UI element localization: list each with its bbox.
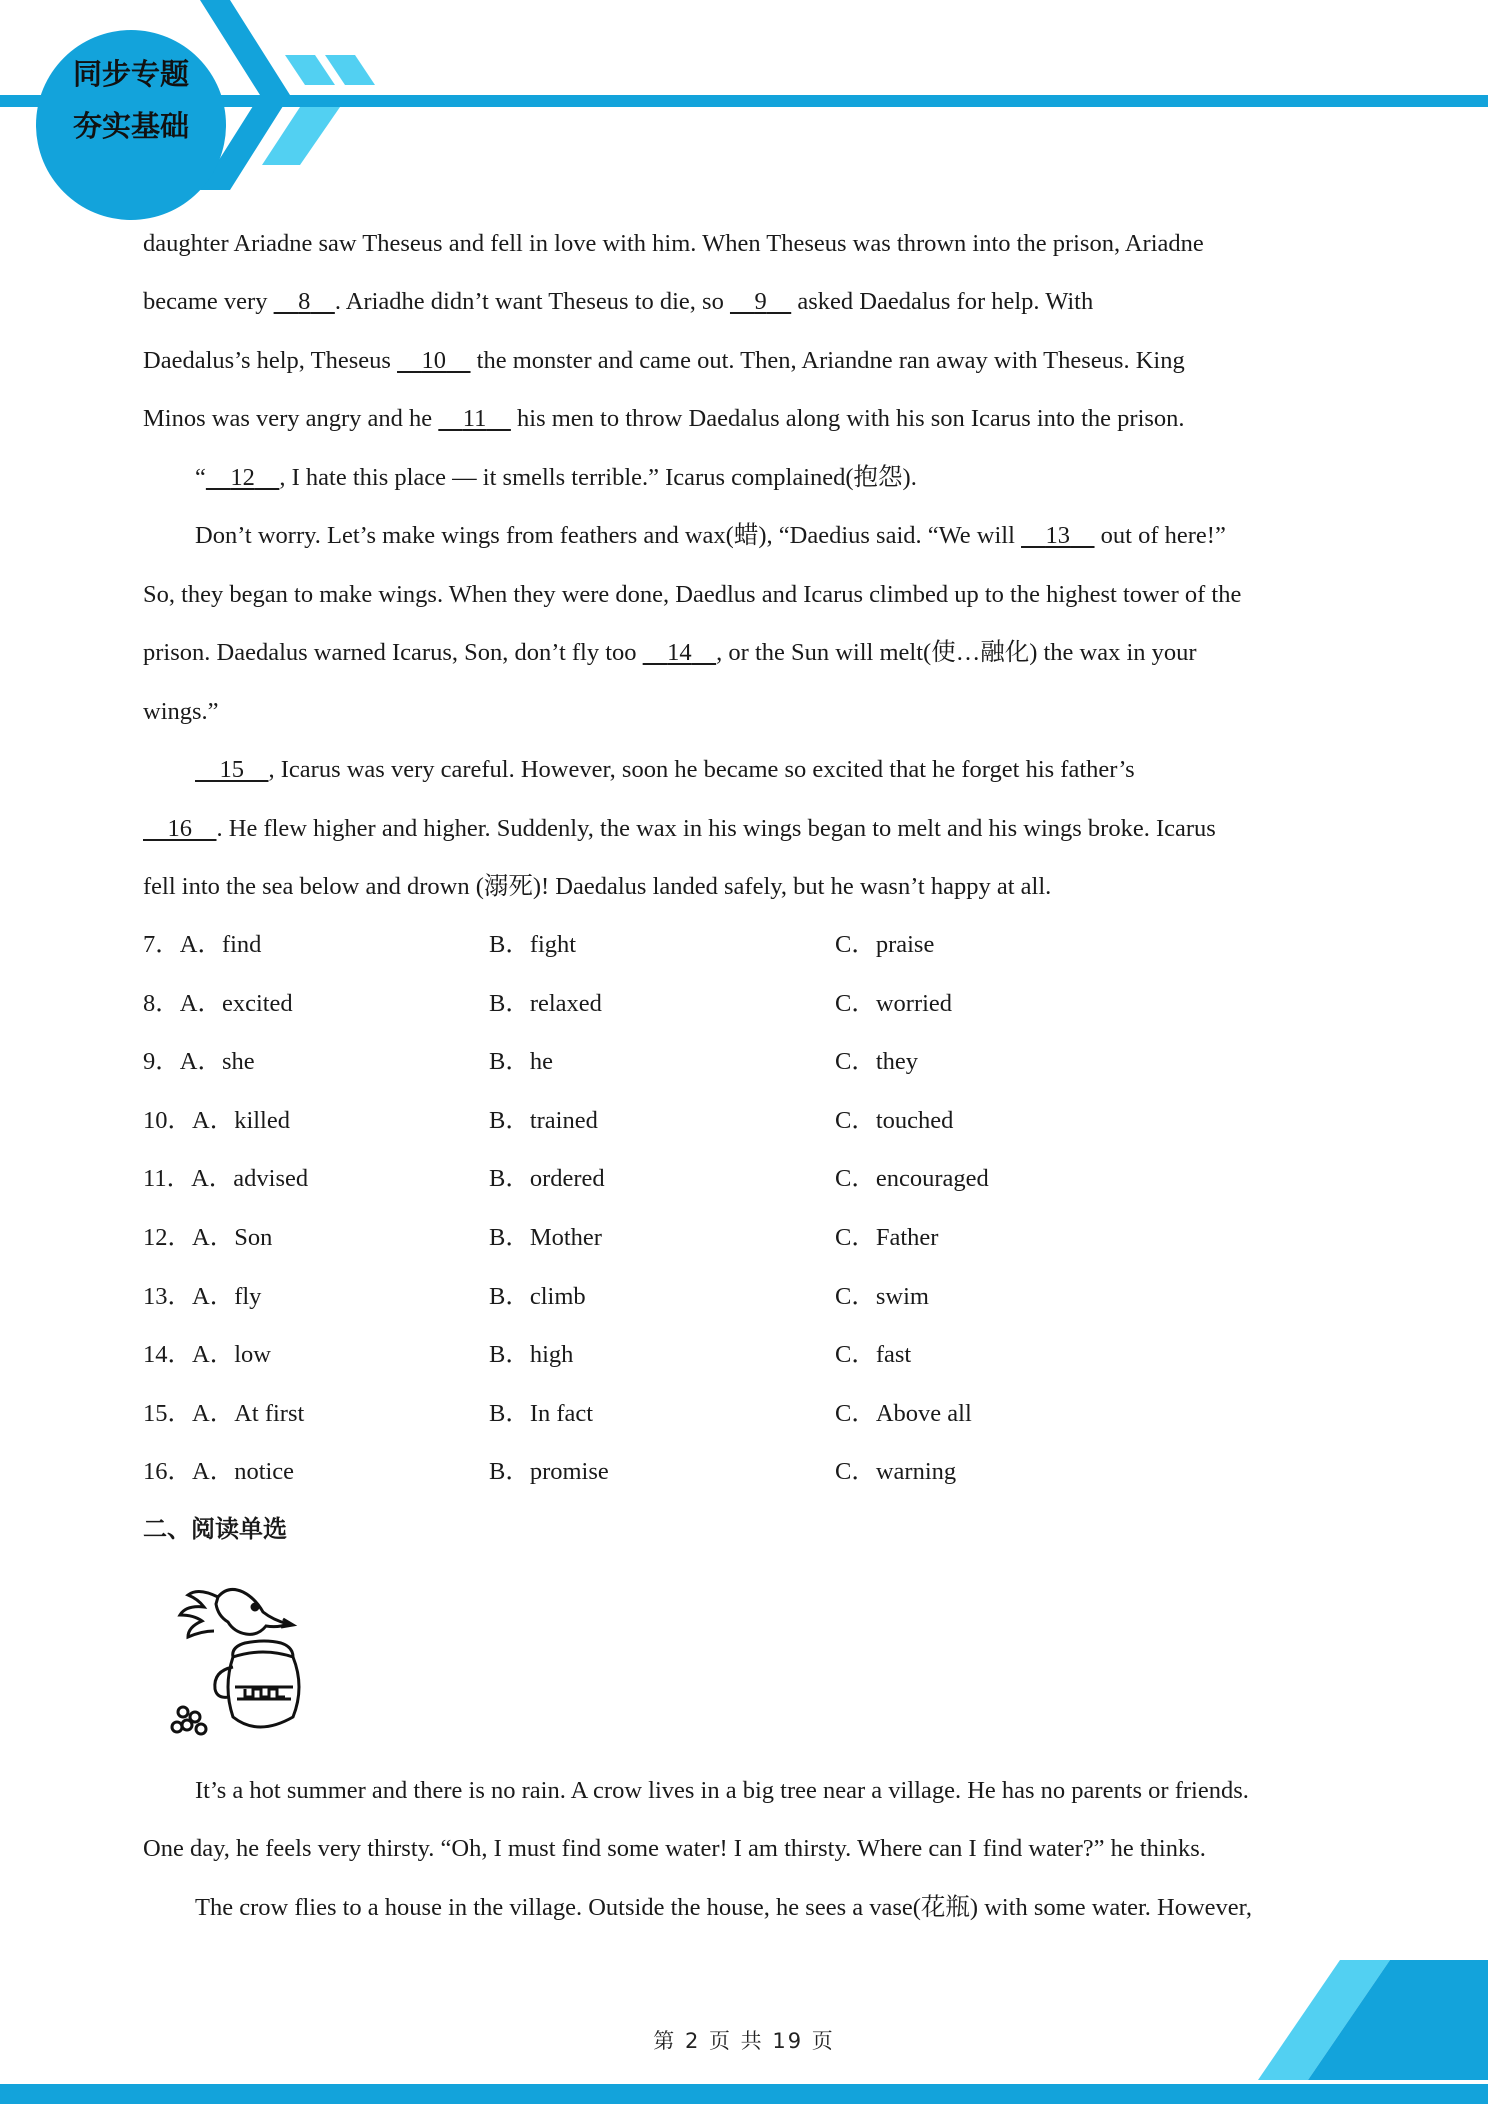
blank-number: 14 (667, 639, 692, 666)
blank-15 (195, 755, 269, 785)
option-c: C．swim (835, 1283, 929, 1310)
option-b: B．high (489, 1341, 574, 1368)
passage-line (195, 755, 1135, 785)
text-run: . He flew higher and higher. Suddenly, the wax in his wings began to melt and his wings broke. Icarus (216, 815, 1216, 842)
option-c: C．touched (835, 1107, 954, 1134)
option-c: C．they (835, 1048, 919, 1075)
blank-number: 8 (298, 288, 311, 315)
blank-number: 12 (230, 464, 255, 491)
option-q: 11．A．advised (143, 1165, 309, 1192)
text-run: out of here!” (1094, 522, 1226, 549)
passage-line (195, 521, 1226, 551)
option-q: 12．A．Son (143, 1224, 273, 1251)
passage-line (143, 814, 1216, 844)
text-run: became very (143, 288, 274, 315)
blank-13 (1021, 521, 1095, 551)
text-run: prison. Daedalus warned Icarus, Son, don’t fly too (143, 639, 643, 666)
blank-number: 13 (1045, 522, 1071, 549)
passage-line: So, they began to make wings. When they were done, Daedlus and Icarus climbed up to the highest tower of the (143, 581, 1242, 608)
text-run: , or the Sun will melt(使…融化) the wax in your (716, 639, 1197, 666)
text-run: , I hate this place — it smells terrible.” Icarus complained(抱怨). (279, 464, 917, 491)
option-b: B．Mother (489, 1224, 602, 1251)
badge-line-1: 同步专题 (72, 57, 189, 91)
blank-16 (143, 814, 217, 844)
passage-line: One day, he feels very thirsty. “Oh, I must find some water! I am thirsty. Where can I find water?” he thinks. (143, 1835, 1206, 1862)
text-run: his men to throw Daedalus along with his son Icarus into the prison. (510, 405, 1185, 432)
option-c: C．praise (835, 931, 935, 958)
text-run: , Icarus was very careful. However, soon he became so excited that he forget his father’s (268, 756, 1135, 783)
blank-9 (730, 287, 791, 317)
option-q: 9．A．she (143, 1048, 255, 1075)
header-badge-text (36, 48, 226, 152)
passage-line: wings.” (143, 698, 219, 725)
option-b: B．fight (489, 931, 577, 958)
option-b: B．promise (489, 1458, 609, 1485)
text-run: Daedalus’s help, Theseus (143, 347, 398, 374)
blank-8 (274, 287, 335, 317)
text-run: “ (195, 464, 206, 491)
option-b: B．In fact (489, 1400, 594, 1427)
option-q: 8．A．excited (143, 990, 293, 1017)
option-c: C．warning (835, 1458, 957, 1485)
blank-number: 9 (754, 288, 767, 315)
blank-10 (397, 346, 471, 376)
option-c: C．Father (835, 1224, 939, 1251)
option-b: B．climb (489, 1283, 586, 1310)
crow-and-vase-illustration (163, 1577, 463, 1747)
blank-11 (438, 404, 511, 434)
passage-line: daughter Ariadne saw Theseus and fell in love with him. When Theseus was thrown into the prison, Ariadne (143, 230, 1204, 257)
passage-line: It’s a hot summer and there is no rain. A crow lives in a big tree near a village. He has no parents or friends. (195, 1777, 1249, 1804)
text-run: Don’t worry. Let’s make wings from feathers and wax(蜡), “Daedius said. “We will (195, 522, 1022, 549)
blank-14 (643, 638, 717, 668)
text-run: Minos was very angry and he (143, 405, 439, 432)
option-c: C．worried (835, 990, 953, 1017)
option-q: 14．A．low (143, 1341, 271, 1368)
blank-12 (206, 463, 280, 493)
passage-line (143, 638, 1197, 668)
blank-number: 16 (167, 815, 192, 842)
option-q: 15．A．At first (143, 1400, 305, 1427)
option-b: B．relaxed (489, 990, 602, 1017)
option-c: C．encouraged (835, 1165, 989, 1192)
option-c: C．fast (835, 1341, 912, 1368)
passage-line (195, 463, 917, 493)
option-b: B．trained (489, 1107, 598, 1134)
option-q: 10．A．killed (143, 1107, 290, 1134)
blank-number: 10 (421, 347, 447, 374)
page-number: 第 2 页 共 19 页 (653, 2029, 835, 2053)
badge-line-2: 夯实基础 (72, 109, 189, 143)
passage-line: fell into the sea below and drown (溺死)! Daedalus landed safely, but he wasn’t happy at all. (143, 873, 1052, 900)
option-q: 13．A．fly (143, 1283, 262, 1310)
passage-line: The crow flies to a house in the village. Outside the house, he sees a vase(花瓶) with some water. However, (195, 1894, 1252, 1921)
text-run: the monster and came out. Then, Ariandne ran away with Theseus. King (470, 347, 1185, 374)
option-b: B．he (489, 1048, 553, 1075)
option-q: 16．A．notice (143, 1458, 295, 1485)
passage-line (143, 287, 1093, 317)
option-b: B．ordered (489, 1165, 605, 1192)
section-title: 二、阅读单选 (143, 1515, 287, 1543)
blank-number: 11 (462, 405, 487, 432)
passage-line (143, 346, 1185, 376)
text-run: . Ariadhe didn’t want Theseus to die, so (334, 288, 730, 315)
option-c: C．Above all (835, 1400, 972, 1427)
page-header (0, 0, 1488, 200)
blank-number: 15 (219, 756, 244, 783)
option-q: 7．A．find (143, 931, 262, 958)
text-run: asked Daedalus for help. With (791, 288, 1094, 315)
passage-line (143, 404, 1185, 434)
